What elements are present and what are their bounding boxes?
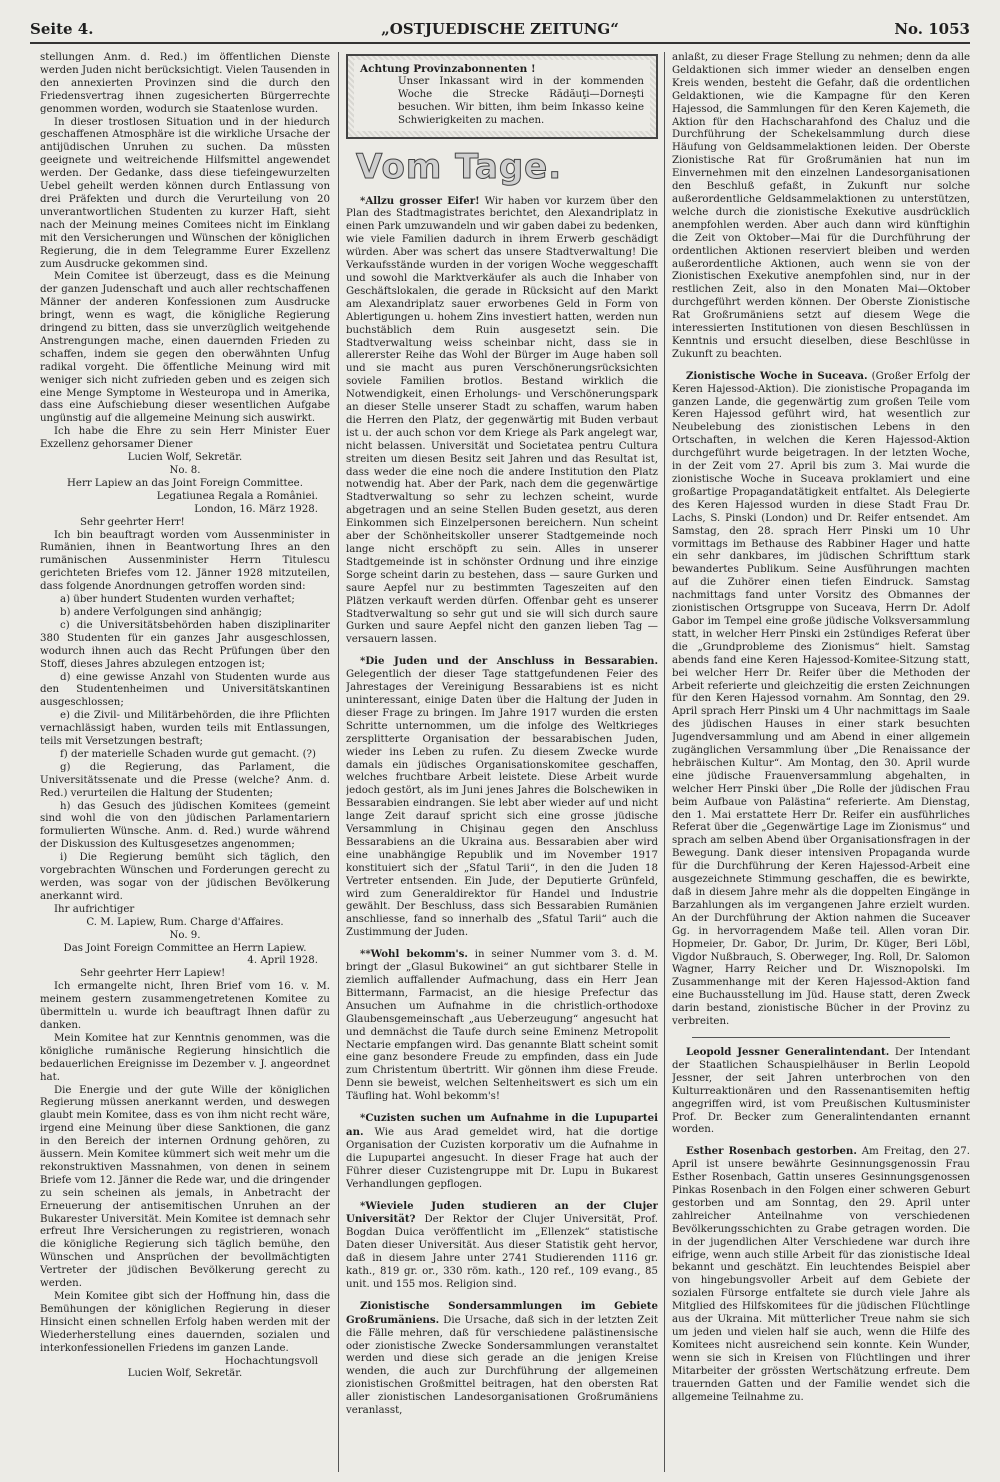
closing: Ihr aufrichtiger bbox=[54, 903, 135, 915]
paragraph: Ich habe die Ehre zu sein Herr Minister Euer Exzellenz gehorsamer Diener bbox=[40, 426, 330, 451]
list-item: c) die Universitätsbehörden haben disziplinariter 380 Studenten für ein ganzes Jahr ausgeschlossen, wodurch ihnen auch das Recht Prüfungen über den Stoff, dieses Jahres abzulegen entzogen ist; bbox=[40, 619, 330, 670]
list-item: b) andere Verfolgungen sind anhängig; bbox=[60, 606, 262, 618]
paragraph: Mein Komitee hat zur Kenntnis genommen, was die königliche rumänische Regierung hinsichtlich die bedauerlichen Ereignisse im Dezember v. J. angeordnet hat. bbox=[40, 1032, 330, 1083]
notice-title: Achtung Provinzabonnenten ! bbox=[360, 63, 536, 75]
list-item: a) über hundert Studenten wurden verhaftet; bbox=[60, 594, 295, 606]
page-number: Seite 4. bbox=[30, 20, 94, 38]
divider bbox=[692, 1037, 950, 1038]
article-body: Der Rektor der Clujer Universität, Prof. Bogdan Duica veröffentlicht im „Ellenzek“ statistische Daten dieser Universität. Aus dieser Statistik geht hervor, daß in diesem Jahre unter 2741 Studierenden 1116 gr. kath., 819 gr. or., 330 röm. kath., 120 ref., 109 evang., 85 unit. und 155 mos. Religion sind. bbox=[346, 1214, 658, 1290]
paragraph: In dieser trostlosen Situation und in der hiedurch geschaffenen Atmosphäre ist die wirkliche Ursache der antijüdischen Unruhen zu suchen. Da müssten geeignete und weitreichende Hilfsmittel angewendet werden. Der Gedanke, dass diese tiefeingewurzelten Uebel geheilt werden können durch Entlassung von drei Präfekten und durch die Verurteilung von 20 unverantwortlichen Studenten zu kurzer Haft, sieht nach der Meinung meines Comitees nicht im Einklang mit den Versicherungen und Wünschen der königlichen Regierung, die in dem Telegramme Eurer Exzellenz zum Ausdrucke gekommen sind. bbox=[40, 116, 330, 270]
article bbox=[346, 1200, 658, 1292]
article-body: Die Ursache, daß sich in der letzten Zeit die Fälle mehren, daß für verschiedene palästinensische oder zionistische Zwecke Sondersammlungen veranstaltet werden und diese sich gerade an die jenigen Kreise wenden, die auch zur Durchführung der allgemeinen zionistischen Großmittel beitragen, hat den obersten Rat aller zionistischen Landesorganisationen Großrumäniens veranlasst, bbox=[346, 1314, 658, 1417]
article-body: (Großer Erfolg der Keren Hajessod-Aktion). Die zionistische Propaganda im ganzen Lande, die gegenwärtig zum großen Teile vom Keren Hajessod geführt wird, hat wesentlich zur Neubelebung des zionistischen Lebens in den Ortschaften, in welchen die Keren Hajessod-Aktion durchgeführt wurde beigetragen. In der letzten Woche, in der Zeit vom 27. April bis zum 3. Mai wurde die zionistische Woche in Suceava proklamiert und eine großartige Propagandatätigkeit entfaltet. Als Delegierte des Keren Hajessod wurden in diese Stadt Frau Dr. Lachs, S. Pinski (London) und Dr. Reifer entsendet. Am Samstag, den 28. sprach Herr Pinski um 10 Uhr vormittags im Bethause des Rabbiner Hager und hatte ein sehr dankbares, im jüdischen Schrifttum stark bewandertes Publikum. Seine Ausführungen machten auf die Zuhörer einen tiefen Eindruck. Samstag nachmittags fand unter Vorsitz des Obmannes der zionistischen Ortsgruppe von Suceava, Herrn Dr. Adolf Gabor im Tempel eine große jüdische Volksversammlung statt, in welcher Herr Pinski ein 2stündiges Referat über die „Grundprobleme des Zionismus“ hielt. Samstag abends fand eine Keren Hajessod-Komitee-Sitzung statt, bei welcher Herr Dr. Reifer über die Methoden der Arbeit referierte und gleichzeitig die ersten Zeichnungen für den Keren Hajessod vornahm. Am Sonntag, den 29. April sprach Herr Pinski um 4 Uhr nachmittags im Saale des jüdischen Hauses in einer stark besuchten Jugendversammlung und am Abend in einer allgemein zugänglichen Versammlung über „Die Renaissance der hebräischen Kultur“. Am Montag, den 30. April wurde eine jüdische Frauenversammlung abgehalten, in welcher Herr Pinski über „Die Rolle der jüdischen Frau beim Aufbaue von Palästina“ referierte. Am Dienstag, den 1. Mai erstattete Herr Dr. Reifer ein ausführliches Referat über die „Gegenwärtige Lage im Zionismus“ und sprach am selben Abend über Organisationsfragen in der Bewegung. Dank dieser intensiven Propaganda wurde für die Durchführung der Keren Hajessod-Arbeit eine ausgezeichnete Stimmung geschaffen, die es bewirkte, daß in diesem Jahre mehr als die doppelten Eingänge in Barzahlungen als im vergangenen Jahre erzielt wurden. An der Durchführung der Aktion nahmen die Suceaver Gg. in hervorragendem Maße teil. Allen voran Dir. Hopmeier, Dr. Gabor, Dr. Jurim, Dr. Küger, Beri Löbl, Vigdor Nußbrauch, S. Oberweger, Ing. Roll, Dr. Salomon Wagner, Harry Reicher und Dr. Wisznopolski. Im Zusammenhange mit der Keren Hajessod-Aktion fand eine Buchausstellung im Jüd. Hause statt, deren Zweck darin bestand, zionistische Bücher in der Provinz zu verbreiten. bbox=[672, 370, 970, 1028]
article bbox=[672, 1046, 970, 1137]
letter-heading: Das Joint Foreign Committee an Herrn Lapiew. bbox=[63, 942, 307, 954]
article-body: Der Intendant der Staatlichen Schauspielhäuser in Berlin Leopold Jessner, der seit Jahren unterbrochen von den Kulturreaktionären und den Rassenantisemiten heftig angegriffen wird, ist vom Preußischen Kultusminister Prof. Dr. Becker zum Generalintendanten ernannt worden. bbox=[672, 1046, 970, 1136]
column-left bbox=[40, 52, 330, 1472]
salutation: Sehr geehrter Herr Lapiew! bbox=[80, 968, 226, 980]
article-lead: **Wohl bekomm's. bbox=[360, 948, 468, 961]
article-lead: Esther Rosenbach gestorben. bbox=[686, 1145, 857, 1158]
page-header bbox=[30, 20, 970, 44]
column-rule bbox=[664, 52, 665, 1472]
article bbox=[346, 1300, 658, 1418]
column-middle bbox=[346, 52, 658, 1472]
signature: C. M. Lapiew, Rum. Charge d'Affaires. bbox=[86, 916, 284, 928]
article-body: Wie aus Arad gemeldet wird, hat die dortige Organisation der Cuzisten korporativ um die Aufnahme in die Lupupartei angesucht. In dieser Frage hat auch der Führer dieser Cuzistengruppe mit Dr. Lupu in Bukarest Verhandlungen gepflogen. bbox=[346, 1126, 658, 1190]
list-item: g) die Regierung, das Parlament, die Universitätssenate und die Presse (welche? Anm. d. Red.) verurteilen die Haltung der Studenten; bbox=[40, 761, 330, 799]
letter-heading: Herr Lapiew an das Joint Foreign Committee. bbox=[67, 477, 303, 489]
article-lead: *Die Juden und der Anschluss in Bessarabien. bbox=[360, 655, 658, 668]
letter-date: London, 16. März 1928. bbox=[194, 503, 318, 515]
article-lead: Zionistische Woche in Suceava. bbox=[686, 369, 868, 382]
newspaper-title: „OSTJUEDISCHE ZEITUNG“ bbox=[381, 20, 619, 38]
list-item: f) der materielle Schaden wurde gut gemacht. (?) bbox=[60, 748, 316, 760]
document-number: No. 9. bbox=[169, 929, 201, 941]
article-body: in seiner Nummer vom 3. d. M. bringt der „Glasul Bukowinei“ an gut sichtbarer Stelle in ziemlich auffallender Aufmachung, dass ein Herr Jean Bittermann, Farmacist, an die hiesige Prefectur das Ansuchen um Aufnahme in die christlich-orthodoxe Glaubensgemeinschaft „aus Ueberzeugung“ angesucht hat und demnächst die Taufe durch seine Eminenz Metropolit Nectarie empfangen wird. Das genannte Blatt scheint somit eine ganz besondere Freude zu empfinden, dass ein Jude zum Christentum übertritt. Wir gönnen ihm diese Freude. Denn sie beweist, welchen Seltenheitswert es sich um ein Täufling hat. Wohl bekomm's! bbox=[346, 949, 658, 1103]
article bbox=[346, 195, 658, 648]
paragraph: Die Energie und der gute Wille der königlichen Regierung müssen anerkannt werden, und deswegen glaubt mein Komitee, dass es von ihm nicht recht wäre, irgend eine Meinung über diese Sanktionen, die ganz in den Bereich der internen Ordnung gehören, zu äussern. Mein Komitee kümmert sich weit mehr um die rekonstruktiven Massnahmen, von denen in seinem Briefe vom 12. Jänner die Rede war, und die dringender zu sein scheinen als jemals, in Anbetracht der Erneuerung der antisemitischen Unruhen an der Bukarester Universität. Mein Komitee ist demnach sehr erfreut Ihre Versicherungen zu registrieren, wonach die königliche Regierung sich täglich bemühe, den Wünschen und Ansprüchen der bevollmächtigten Vertreter der jüdischen Bevölkerung gerecht zu werden. bbox=[40, 1084, 330, 1290]
article-body: Am Freitag, den 27. April ist unsere bewährte Gesinnungsgenossin Frau Esther Rosenbach, Gattin unseres Gesinnungsgenossen Pinkas Rosenbach in den Folgen einer schweren Geburt gestorben und am Sonntag, den 29. April unter zahlreicher Anteilnahme von verschiedenen Bevölkerungsschichten zu Grabe getragen worden. Die in der jugendlichen Alter Verschiedene war durch ihre eifrige, wenn auch stille Arbeit für das zionistische Ideal bekannt und geschätzt. Ein leuchtendes Beispiel aber von hingebungsvoller Arbeit auf dem Gebiete der sozialen Fürsorge entfaltete sie durch viele Jahre als Mitglied des Hilfskomitees für die jüdischen Flüchtlinge aus der Ukraina. Mit mütterlicher Treue nahm sie sich um jeden und vielen half sie auch, wenn die Hilfe des Komitees nicht ausreichend sein konnte. Kein Wunder, wenn sie sich in Kreisen von Flüchtlingen und ihrer Mitarbeiter der grössten Wertschätzung erfreute. Dem trauernden Gatten und der Familie wendet sich die allgemeine Teilnahme zu. bbox=[672, 1146, 970, 1403]
paragraph: Ich bin beauftragt worden vom Aussenminister in Rumänien, ihnen in Beantwortung Ihres an den rumänischen Aussenminister Herrn Titulescu gerichteten Briefes vom 12. Jänner 1928 mitzuteilen, dass folgende Anordnungen getroffen worden sind: bbox=[40, 529, 330, 593]
notice-body: Unser Inkassant wird in der kommenden Woche die Strecke Rădăuţi—Dorneşti besuchen. Wir bitten, ihm beim Inkasso keine Schwierigkeiten zu machen. bbox=[398, 75, 644, 126]
notice-box bbox=[346, 54, 658, 139]
paragraph: Mein Komitee gibt sich der Hoffnung hin, dass die Bemühungen der königlichen Regierung in dieser Hinsicht einen schnellen Erfolg haben werden mit der Wiederherstellung eines dauernden, sozialen und interkonfessionellen Friedens im ganzen Lande. bbox=[40, 1291, 330, 1354]
salutation: Sehr geehrter Herr! bbox=[80, 516, 185, 528]
signature: Lucien Wolf, Sekretär. bbox=[127, 452, 243, 464]
section-heading: Vom Tage. bbox=[356, 146, 563, 187]
article-lead: *Allzu grosser Eifer! bbox=[360, 194, 480, 207]
column-right bbox=[672, 52, 970, 1472]
article bbox=[346, 948, 658, 1104]
issue-number: No. 1053 bbox=[894, 20, 970, 38]
paragraph: Mein Comitee ist überzeugt, dass es die Meinung der ganzen Judenschaft und auch aller rechtschaffenen Männer der anderen Konfessionen zum Ausdrucke bringt, wenn es wagt, die königliche Regierung dringend zu bitten, dass sie unverzüglich weitgehende Anstrengungen mache, einen dauernden Frieden zu schaffen, indem sie gegen den oberwähnten Unfug radikal vorgeht. Die öffentliche Meinung wird mit weniger sich nicht zufrieden geben und es zeigen sich eine Menge Symptome in Westeuropa und in Amerika, dass eine Aufschiebung dieser wesentlichen Aufgabe ungünstig auf die allgemeine Meinung sich auswirkt. bbox=[40, 271, 330, 425]
article bbox=[346, 655, 658, 940]
article bbox=[672, 370, 970, 1029]
signature: Lucien Wolf, Sekretär. bbox=[127, 1368, 243, 1380]
list-item: i) Die Regierung bemüht sich täglich, den vorgebrachten Wünschen und Forderungen gerecht zu werden, was sogar von der jüdischen Bevölkerung anerkannt wird. bbox=[40, 852, 330, 902]
article-lead: *Cuzisten suchen um Aufnahme in die Lupupartei an. bbox=[346, 1112, 658, 1138]
article-lead: Leopold Jessner Generalintendant. bbox=[686, 1045, 890, 1058]
letter-date: 4. April 1928. bbox=[247, 955, 318, 967]
list-item: h) das Gesuch des jüdischen Komitees (gemeint sind wohl die von den jüdischen Parlamentariern formulierten Wünsche. Anm. d. Red.) wurde während der Diskussion des Kultusgesetzes angenommen; bbox=[40, 800, 330, 851]
ordered-list bbox=[40, 594, 330, 904]
article bbox=[346, 1112, 658, 1191]
closing: Hochachtungsvoll bbox=[225, 1355, 318, 1367]
article-lead: Zionistische Sondersammlungen im Gebiete Großrumäniens. bbox=[346, 1299, 658, 1326]
letterhead: Legatiunea Regala a României. bbox=[156, 490, 318, 502]
paragraph: anlaßt, zu dieser Frage Stellung zu nehmen; denn da alle Geldaktionen sich immer wieder an denselben engen Kreis wenden, besteht die Gefahr, daß die ordentlichen Geldaktionen, wie die Kampagne für den Keren Hajessod, die Sammlungen für den Keren Kajemeth, die Aktion für den Hachscharahfond des Chaluz und die Durchführung der Schekelsammlung durch diese Häufung von Geldsammelaktionen leiden. Der Oberste Zionistische Rat für Großrumänien hat nun im Einvernehmen mit den einzelnen Landesorganisationen den Beschluß gefaßt, in Zukunft nur solche außerordentliche Geldsammelaktionen zu unterstützen, welche durch die zionistische Exekutive ausdrücklich anempfohlen werden. Aber auch dann wird künftighin die Zeit von Oktober—Mai für die Durchführung der ordentlichen Aktionen reserviert bleiben und werden außerordentliche Aktionen, auch wenn sie von der Zionistischen Exekutive anempfohlen sind, nur in der restlichen Zeit, also in den Monaten Mai—Oktober durchgeführt werden können. Der Oberste Zionistische Rat Großrumäniens setzt auf diesem Wege die interessierten Institutionen von diesen Beschlüssen in Kenntnis und ersucht dieselben, diese Beschlüsse in Zukunft zu beachten. bbox=[672, 52, 970, 360]
column-rule bbox=[338, 52, 339, 1472]
article-body: Gelegentlich der dieser Tage stattgefundenen Feier des Jahrestages der Vereinigung Bessarabiens ist es nicht uninteressant, einige Daten über die Haltung der Juden in dieser Frage zu bringen. Im Jahre 1917 wurden die ersten Schritte unternommen, um die infolge des Weltkrieges zersplitterte Organisation der bessarabischen Juden, wieder ins Leben zu rufen. Zu diesem Zwecke wurde damals ein jüdisches Organisationskomitee geschaffen, welches fruchtbare Arbeit leistete. Diese Arbeit wurde jedoch gestört, als im Juni jenes Jahres die Bolschewiken in Bessarabien eindrangen. Sie lebt aber wieder auf und nicht lange Zeit darauf spricht sich eine grosse jüdische Versammlung in Chişinau gegen den Anschluss Bessarabiens an die Ukraina aus. Bessarabien aber wird eine unabhängige Republik und im November 1917 konstituiert sich der „Sfatul Tarii“, in den die Juden 18 Vertreter entsenden. Ein Jude, der Deputierte Grünfeld, wird zum Generaldirektor für Handel und Industrie gewählt. Der Beschluss, dass sich Bessarabien Rumänien anschliesse, fand so innerhalb des „Sfatul Tarii“ auch die Zustimmung der Juden. bbox=[346, 669, 658, 939]
document-number: No. 8. bbox=[169, 465, 201, 476]
list-item: d) eine gewisse Anzahl von Studenten wurde aus den Studentenheimen und Universitätskantinen ausgeschlossen; bbox=[40, 671, 330, 709]
paragraph: stellungen Anm. d. Red.) im öffentlichen Dienste werden Juden nicht berücksichtigt. Vielen Tausenden in den annexierten Provinzen sind die durch den Friedensvertrag ihnen zugesicherten Bürgerrechte genommen worden, wodurch sie Staatenlose wurden. bbox=[40, 52, 330, 115]
article bbox=[672, 1145, 970, 1404]
article-body: Wir haben vor kurzem über den Plan des Stadtmagistrates berichtet, den Alexandriplatz in einen Park umzuwandeln und wir gaben dabei zu bedenken, wie viele Familien dadurch in ihrem Erwerb geschädigt würden. Aber was schert das unsere Stadtverwaltung! Die Verkaufsstände wurden in der vorigen Woche weggeschafft und sowohl die Marktverkäufer als auch die Inhaber von Geschäftslokalen, die gerade in Rücksicht auf den Markt am Alexandriplatz sauer erworbenes Geld in Form von Ablertigungen u. hohem Zins investiert hatten, werden nun buchstäblich dem Ruin ausgesetzt sein. Die Stadtverwaltung weiss scheinbar nicht, dass sie in allererster Reihe das Wohl der Bürger im Auge haben soll und sie macht aus puren Verschönerungsrücksichten soviele Familien brotlos. Bestand wirklich die Notwendigkeit, einen Erholungs- und Verschönerungspark an dieser Stelle unserer Stadt zu schaffen, warum haben die Herren den Platz, der gegenwärtig mit Buden verbaut ist u. der auch schon vor dem Kriege als Park angelegt war, nicht belassen. Universität und Societatea pentru Cultura streiten um diesen Besitz seit Jahren und das Resultat ist, dass weder die eine noch die andere Institution den Platz notwendig hat. Aber der Park, nach dem die gegenwärtige Stadtverwaltung so sehr zu lechzen scheint, wurde abgetragen und an seine Stellen Buden gesetzt, aus deren Einkommen sich Einzelpersonen bereichern. Nun scheint aber der Schönheitskoller unserer Stadtgemeinde noch lange nicht erschöpft zu sein. Alles in unserer Stadtgemeinde ist in schönster Ordnung und ihre einzige Sorge scheint darin zu bestehen, dass — saure Gurken und saure Aepfel nur zu bestimmten Tageszeiten auf den Plätzen verkauft werden dürfen. Offenbar geht es unserer Stadtverwaltung so sehr gut und sie will sich durch saure Gurken und saure Aepfel nicht den ganzen lieben Tag — versauern lassen. bbox=[346, 195, 658, 646]
list-item: e) die Zivil- und Militärbehörden, die ihre Pflichten vernachlässigt haben, wurden teils mit Entlassungen, teils mit Versetzungen bestraft; bbox=[40, 710, 330, 748]
paragraph: Ich ermangelte nicht, Ihren Brief vom 16. v. M. meinem gestern zusammengetretenen Komitee zu übermitteln u. wurde ich beauftragt Ihnen dafür zu danken. bbox=[40, 981, 330, 1031]
article-lead: *Wieviele Juden studieren an der Clujer Universität? bbox=[346, 1199, 658, 1226]
